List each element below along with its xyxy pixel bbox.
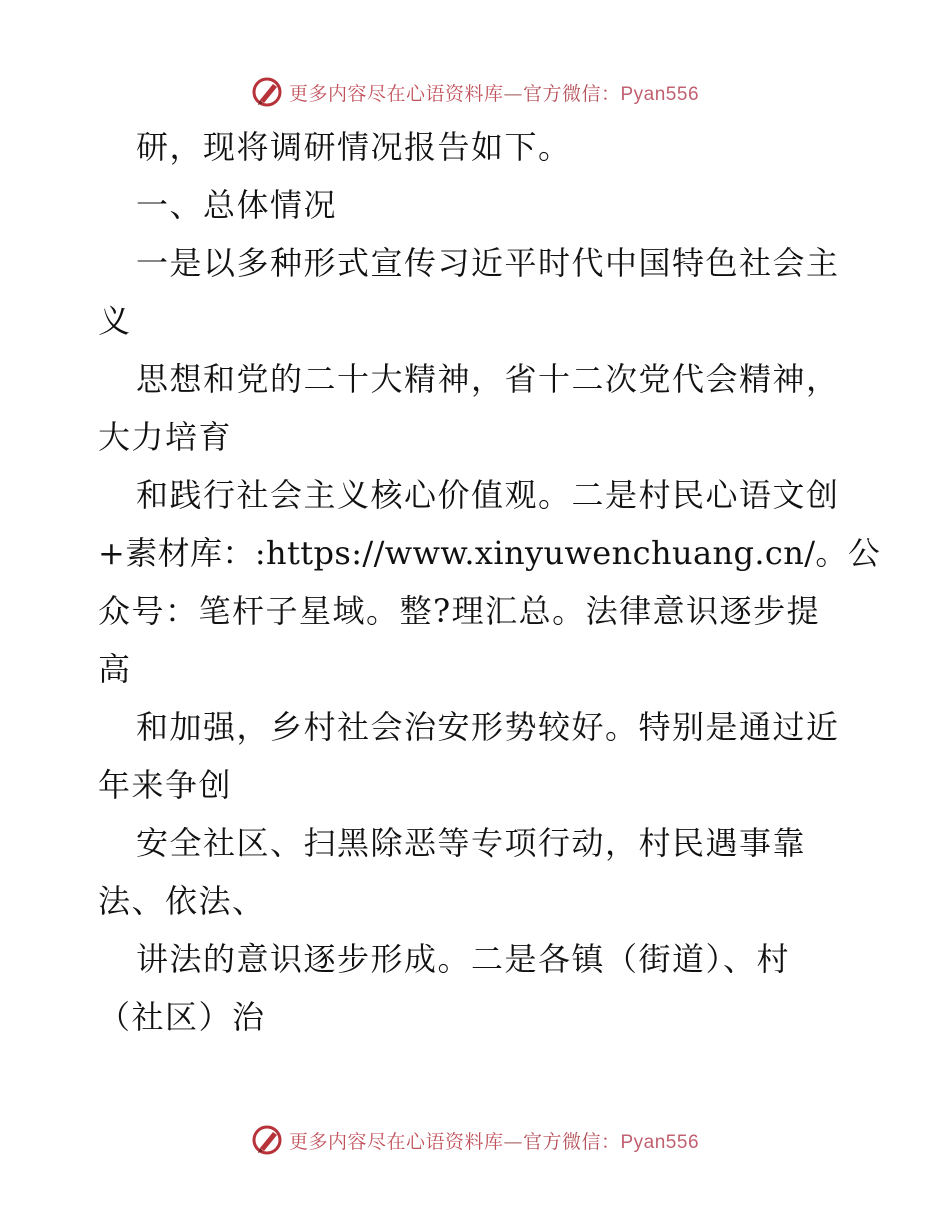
- banner-text: [289, 1127, 699, 1154]
- body-line: （社区）治: [98, 998, 266, 1036]
- body-line: 法、依法、: [98, 882, 266, 920]
- section-heading: 一、总体情况: [136, 186, 338, 224]
- body-line: +素材库：:https://www.xinyuwenchuang.cn/。公: [98, 534, 881, 572]
- banner-contact-label: 官方微信：: [522, 1130, 621, 1153]
- banner-contact-id: Pyan556: [620, 1131, 700, 1153]
- body-line: 研，现将调研情况报告如下。: [136, 128, 572, 166]
- pen-logo-icon: [251, 1124, 283, 1156]
- body-line: 众号：笔杆子星域。整?理汇总。法律意识逐步提: [98, 592, 821, 630]
- body-line: 思想和党的二十大精神，省十二次党代会精神，: [136, 360, 840, 398]
- body-line: 高: [98, 650, 132, 688]
- banner-separator: —: [503, 1130, 523, 1153]
- body-line: 义: [98, 302, 132, 340]
- body-line: 和践行社会主义核心价值观。二是村民心语文创: [136, 476, 840, 514]
- footer-banner: [0, 1120, 950, 1160]
- body-line: 年来争创: [98, 766, 233, 804]
- body-line: 和加强，乡村社会治安形势较好。特别是通过近: [136, 708, 840, 746]
- body-line: 安全社区、扫黑除恶等专项行动，村民遇事靠: [136, 824, 807, 862]
- body-line: 一是以多种形式宣传习近平时代中国特色社会主: [136, 244, 840, 282]
- banner-brand: 更多内容尽在心语资料库: [288, 82, 504, 105]
- body-line: 讲法的意识逐步形成。二是各镇（街道）、村: [136, 940, 791, 978]
- header-banner: [0, 72, 950, 112]
- banner-brand: 更多内容尽在心语资料库: [288, 1130, 504, 1153]
- document-body: [98, 118, 881, 1046]
- banner-separator: —: [503, 82, 523, 105]
- body-line: 大力培育: [98, 418, 233, 456]
- banner-text: [289, 79, 699, 106]
- pen-logo-icon: [251, 76, 283, 108]
- banner-contact-id: Pyan556: [620, 83, 700, 105]
- banner-contact-label: 官方微信：: [522, 82, 621, 105]
